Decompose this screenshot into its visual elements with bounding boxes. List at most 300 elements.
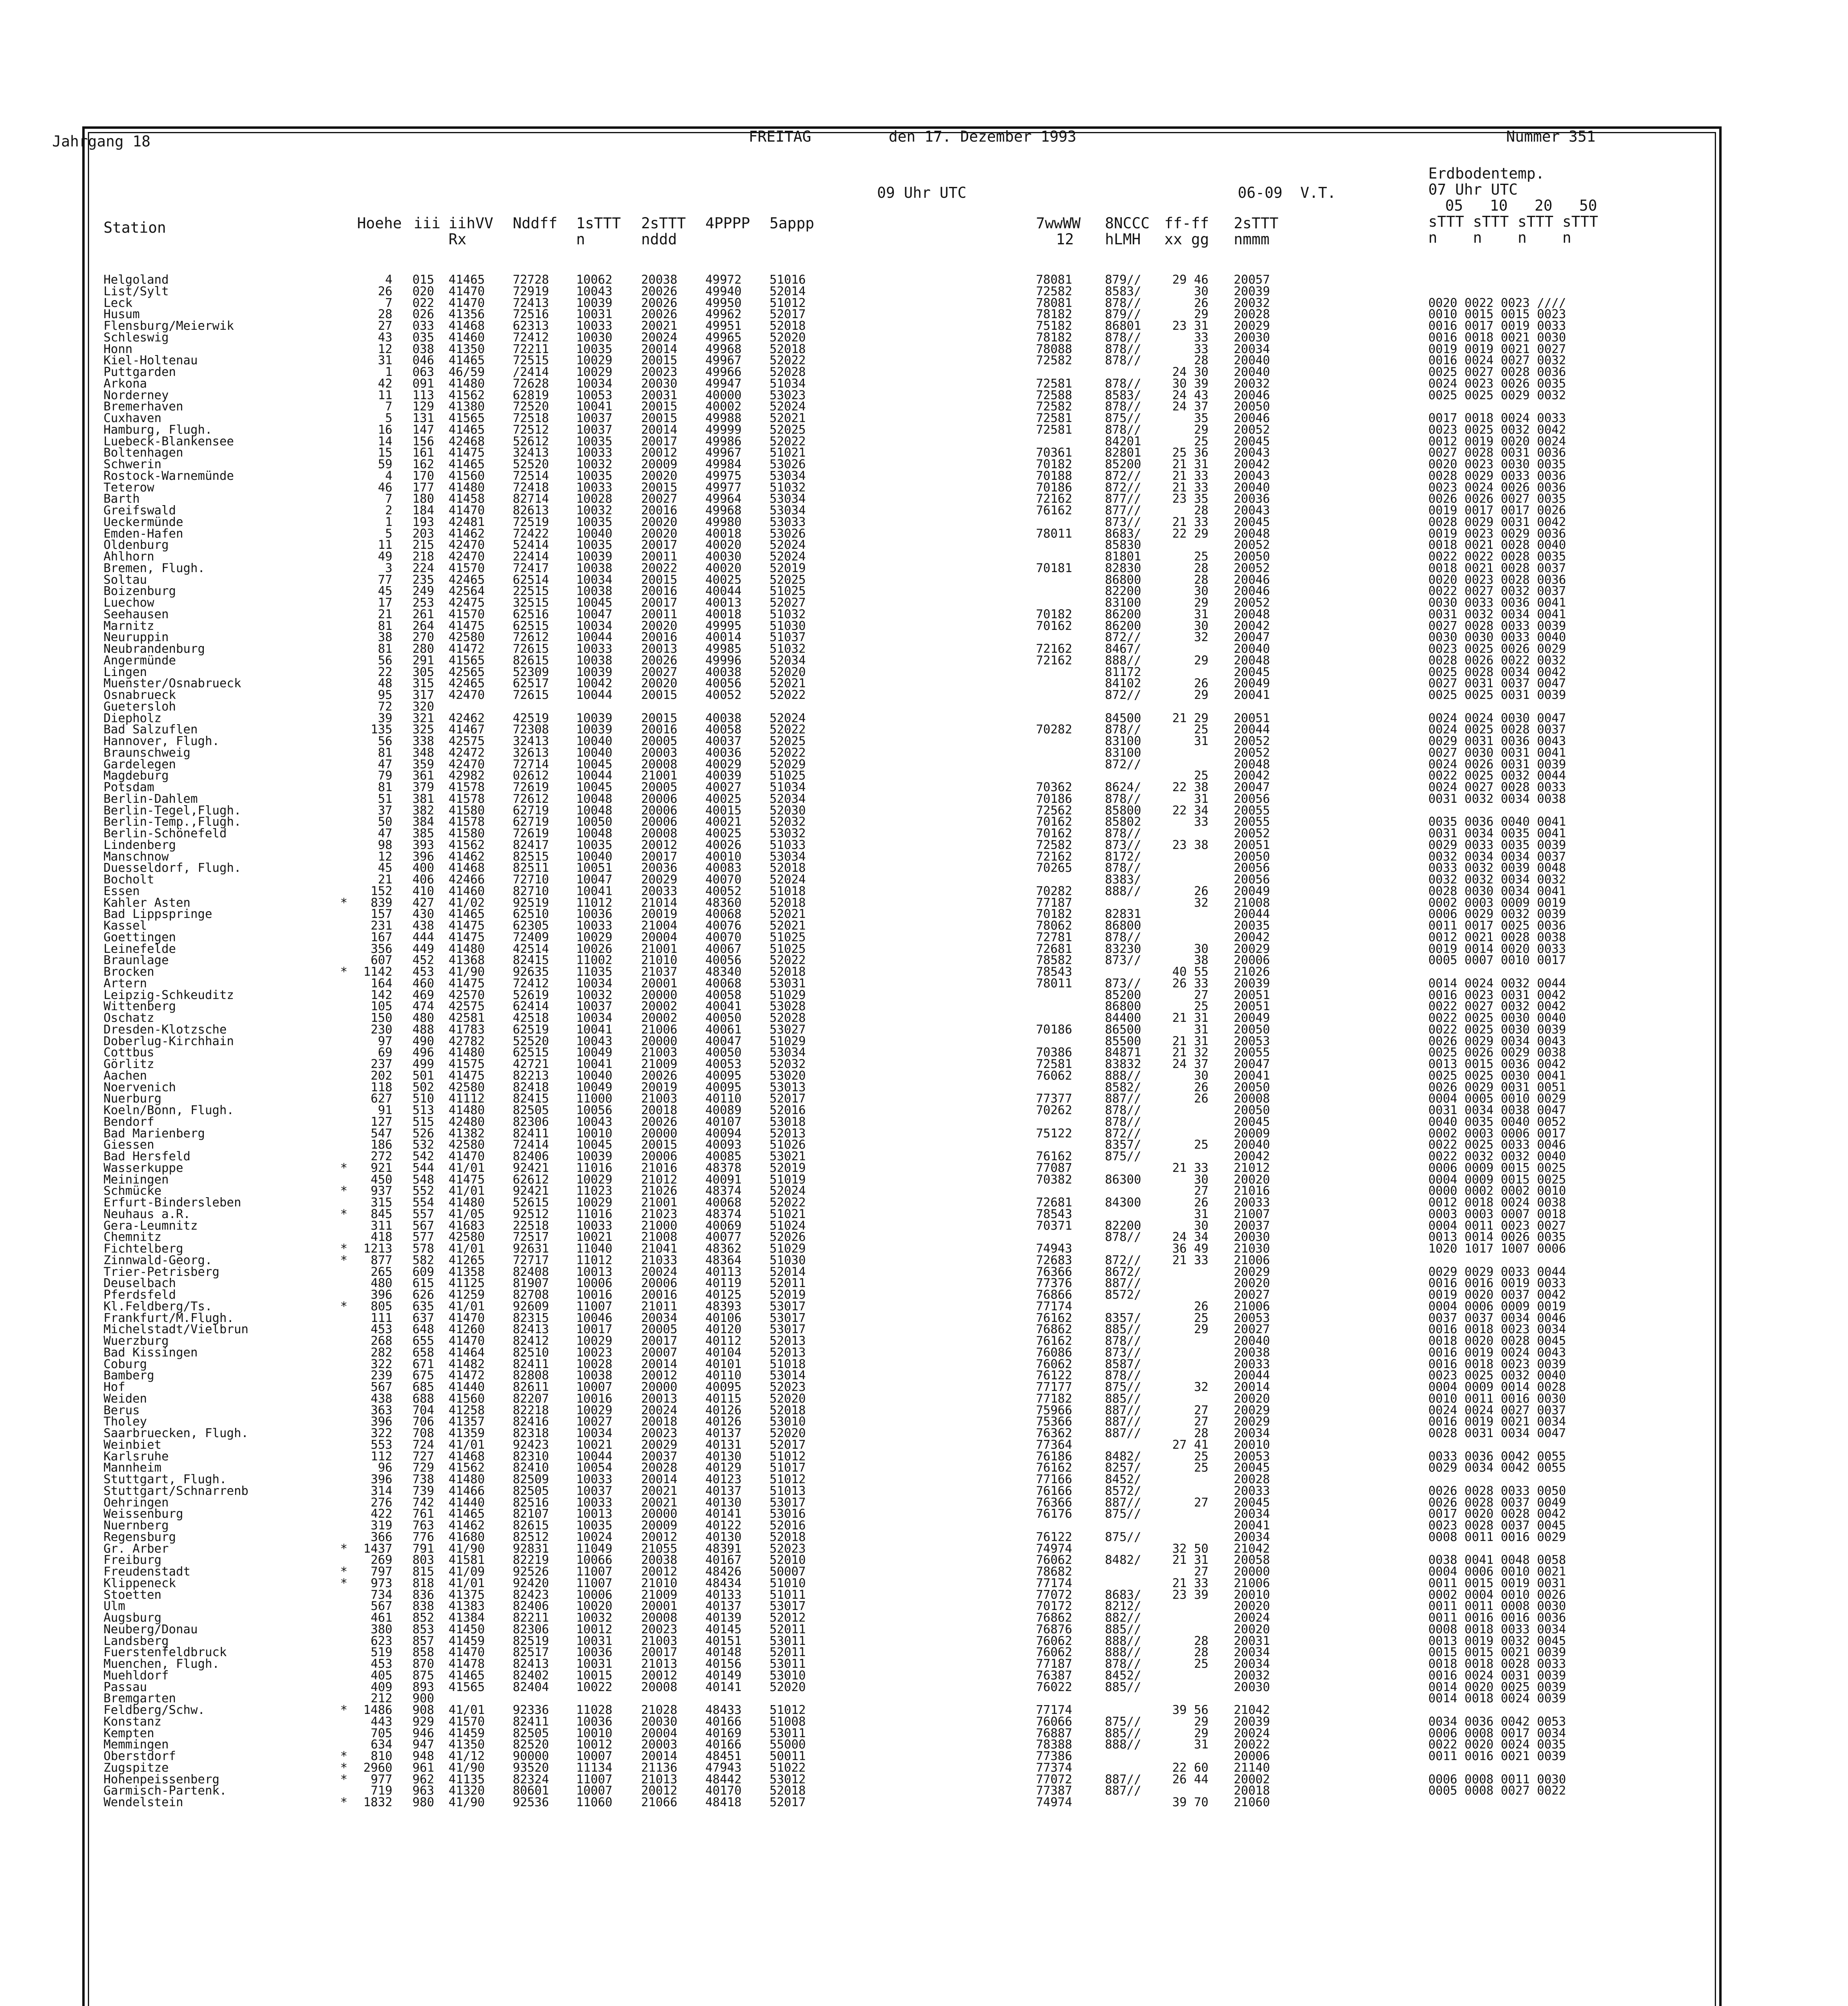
- cell-nddff: 62819: [513, 388, 549, 402]
- cell-iii: 961: [412, 1760, 435, 1775]
- cell-soil-temps: 0028 0029 0033 0036: [1428, 469, 1566, 483]
- cell-appp: 51012: [770, 1449, 806, 1464]
- cell-nccc: 8572/: [1105, 1288, 1141, 1302]
- cell-appp: 53013: [770, 1080, 806, 1094]
- cell-station-name: Puttgarden: [104, 365, 176, 379]
- cell-iii: 452: [412, 953, 435, 968]
- cell-www: 78682: [1036, 1565, 1072, 1579]
- cell-nccc: 81801: [1105, 550, 1141, 564]
- cell-sttt-vt: 20039: [1234, 284, 1270, 298]
- cell-www: 77087: [1036, 1161, 1072, 1175]
- cell-sttt1: 10048: [576, 826, 613, 841]
- cell-iihvv: 41/01: [449, 1576, 485, 1590]
- cell-sttt-vt: 20040: [1234, 365, 1270, 379]
- cell-station-name: Aachen: [104, 1068, 147, 1083]
- cell-nddff: 92421: [513, 1184, 549, 1198]
- cell-pppp: 40047: [705, 1034, 742, 1048]
- cell-nccc: 82200: [1105, 1218, 1141, 1233]
- cell-pppp: 40101: [705, 1357, 742, 1371]
- cell-nddff: 72519: [513, 515, 549, 529]
- cell-nddff: 82710: [513, 884, 549, 898]
- cell-soil-temps: 0017 0018 0024 0033: [1428, 411, 1566, 425]
- cell-hoehe: 48: [378, 676, 392, 691]
- cell-nccc: 84300: [1105, 1196, 1141, 1210]
- cell-appp: 55000: [770, 1738, 806, 1752]
- cell-pppp: 49988: [705, 411, 742, 425]
- cell-iihvv: 41/90: [449, 1760, 485, 1775]
- table-row: [0, 1486, 1685, 1497]
- cell-nddff: 62514: [513, 573, 549, 587]
- cell-soil-temps: 0022 0025 0033 0046: [1428, 1138, 1566, 1152]
- cell-hoehe: 553: [370, 1437, 392, 1452]
- cell-hoehe: 47: [378, 757, 392, 772]
- cell-www: 76162: [1036, 1311, 1072, 1325]
- cell-ff: 26: [1194, 884, 1208, 898]
- col-header-2sttt-sub: nddd: [641, 231, 677, 248]
- cell-pppp: 40038: [705, 711, 742, 725]
- cell-hoehe: 46: [378, 480, 392, 495]
- table-row: [0, 1474, 1685, 1485]
- cell-sttt1: 10033: [576, 319, 613, 333]
- cell-nddff: 92336: [513, 1703, 549, 1717]
- cell-www: 72562: [1036, 803, 1072, 818]
- cell-nddff: 82505: [513, 1484, 549, 1498]
- cell-sttt-vt: 21016: [1234, 1184, 1270, 1198]
- cell-nddff: 72515: [513, 353, 549, 368]
- cell-iii: 708: [412, 1426, 435, 1440]
- cell-sttt2: 20007: [641, 1345, 678, 1360]
- cell-sttt-vt: 21006: [1234, 1299, 1270, 1314]
- cell-www: 78011: [1036, 976, 1072, 991]
- cell-sttt1: 10029: [576, 353, 613, 368]
- cell-nddff: 82708: [513, 1288, 549, 1302]
- cell-nddff: 62515: [513, 1046, 549, 1060]
- table-row: [0, 1070, 1685, 1082]
- cell-pppp: 40095: [705, 1380, 742, 1394]
- cell-iihvv: 41/01: [449, 1437, 485, 1452]
- cell-station-name: Wendelstein: [104, 1795, 183, 1809]
- cell-hoehe: 418: [370, 1230, 392, 1245]
- cell-sttt2: 20012: [641, 838, 678, 852]
- cell-mountain-flag: *: [340, 965, 348, 979]
- cell-iihvv: 41382: [449, 1126, 485, 1141]
- cell-hoehe: 150: [370, 1011, 392, 1025]
- cell-ff: 21 33: [1172, 469, 1208, 483]
- cell-sttt-vt: 20042: [1234, 769, 1270, 783]
- cell-station-name: Bad Kissingen: [104, 1345, 198, 1360]
- cell-station-name: Ueckermünde: [104, 515, 183, 529]
- cell-pppp: 49996: [705, 653, 742, 668]
- cell-pppp: 40145: [705, 1622, 742, 1636]
- cell-nccc: 888//: [1105, 884, 1141, 898]
- cell-nddff: 72615: [513, 642, 549, 656]
- cell-sttt2: 20030: [641, 1714, 678, 1729]
- cell-hoehe: 797: [370, 1565, 392, 1579]
- cell-nddff: 82510: [513, 1345, 549, 1360]
- cell-station-name: Angermünde: [104, 653, 176, 668]
- cell-sttt-vt: 20052: [1234, 538, 1270, 552]
- cell-iii: 577: [412, 1230, 435, 1245]
- cell-iii: 739: [412, 1484, 435, 1498]
- cell-nddff: 82207: [513, 1391, 549, 1406]
- cell-pppp: 49980: [705, 515, 742, 529]
- cell-sttt-vt: 20000: [1234, 1565, 1270, 1579]
- cell-iii: 038: [412, 342, 435, 356]
- cell-soil-temps: 0033 0036 0042 0055: [1428, 1449, 1566, 1464]
- cell-iii: 325: [412, 723, 435, 737]
- cell-nccc: 8212/: [1105, 1599, 1141, 1614]
- cell-pppp: 49975: [705, 469, 742, 483]
- cell-sttt-vt: 20040: [1234, 1138, 1270, 1152]
- cell-mountain-flag: *: [340, 1703, 348, 1717]
- cell-nccc: 877//: [1105, 504, 1141, 518]
- cell-station-name: Landsberg: [104, 1634, 169, 1648]
- cell-soil-temps: 0022 0022 0028 0035: [1428, 550, 1566, 564]
- cell-iii: 438: [412, 919, 435, 933]
- cell-pppp: 49951: [705, 319, 742, 333]
- cell-iii: 962: [412, 1772, 435, 1787]
- cell-station-name: Kempten: [104, 1726, 154, 1740]
- cell-ff: 25 36: [1172, 446, 1208, 460]
- cell-nccc: 8482/: [1105, 1449, 1141, 1464]
- cell-www: 76062: [1036, 1645, 1072, 1660]
- cell-sttt1: 10027: [576, 1415, 613, 1429]
- cell-www: 72588: [1036, 388, 1072, 402]
- cell-pppp: 40170: [705, 1784, 742, 1798]
- cell-nccc: 877//: [1105, 492, 1141, 506]
- cell-sttt-vt: 21030: [1234, 1242, 1270, 1256]
- cell-sttt-vt: 20047: [1234, 1057, 1270, 1071]
- cell-www: 70186: [1036, 480, 1072, 495]
- cell-station-name: Oldenburg: [104, 538, 169, 552]
- table-row: [0, 1624, 1685, 1635]
- cell-pppp: 49962: [705, 307, 742, 322]
- cell-iihvv: 41475: [449, 619, 485, 633]
- cell-ff: 28: [1194, 1645, 1208, 1660]
- cell-nddff: 42519: [513, 711, 549, 725]
- cell-sttt1: 10038: [576, 561, 613, 575]
- cell-soil-temps: 0029 0029 0033 0044: [1428, 1265, 1566, 1279]
- cell-pppp: 48364: [705, 1253, 742, 1267]
- cell-soil-temps: 0011 0011 0008 0030: [1428, 1599, 1566, 1614]
- cell-www: 78081: [1036, 273, 1072, 287]
- cell-sttt-vt: 20036: [1234, 492, 1270, 506]
- cell-nccc: 82831: [1105, 907, 1141, 922]
- cell-station-name: Wasserkuppe: [104, 1161, 183, 1175]
- cell-appp: 52018: [770, 342, 806, 356]
- cell-iihvv: 41135: [449, 1772, 485, 1787]
- cell-pppp: 40169: [705, 1726, 742, 1740]
- cell-nddff: 72612: [513, 630, 549, 645]
- cell-ff: 21 33: [1172, 480, 1208, 495]
- cell-ff: 28: [1194, 1426, 1208, 1440]
- cell-iihvv: 41375: [449, 1588, 485, 1602]
- cell-station-name: Bad Hersfeld: [104, 1149, 191, 1163]
- cell-sttt2: 21037: [641, 965, 678, 979]
- cell-soil-temps: 0002 0004 0010 0026: [1428, 1588, 1566, 1602]
- cell-sttt-vt: 20020: [1234, 1622, 1270, 1636]
- cell-hoehe: 45: [378, 584, 392, 599]
- cell-www: 70386: [1036, 1046, 1072, 1060]
- cell-ff: 21 33: [1172, 1161, 1208, 1175]
- col-header-2sttt: 2sTTT: [641, 215, 686, 232]
- cell-nddff: 82406: [513, 1149, 549, 1163]
- cell-iii: 946: [412, 1726, 435, 1740]
- cell-nddff: 32413: [513, 446, 549, 460]
- cell-hoehe: 31: [378, 353, 392, 368]
- cell-nddff: 72516: [513, 307, 549, 322]
- cell-ff: 31: [1194, 792, 1208, 806]
- cell-appp: 52016: [770, 1519, 806, 1533]
- cell-nddff: 52612: [513, 434, 549, 449]
- cell-ff: 24 34: [1172, 1230, 1208, 1245]
- cell-nddff: 92423: [513, 1437, 549, 1452]
- cell-station-name: Schleswig: [104, 330, 169, 345]
- cell-iihvv: 41464: [449, 1345, 485, 1360]
- cell-nccc: 887//: [1105, 1772, 1141, 1787]
- cell-pppp: 49968: [705, 342, 742, 356]
- cell-iihvv: 41470: [449, 1334, 485, 1348]
- cell-appp: 51024: [770, 1218, 806, 1233]
- cell-soil-temps: 0002 0003 0006 0017: [1428, 1126, 1566, 1141]
- cell-pppp: 40044: [705, 584, 742, 599]
- cell-sttt2: 20005: [641, 780, 678, 794]
- cell-appp: 50007: [770, 1565, 806, 1579]
- cell-pppp: 48378: [705, 1161, 742, 1175]
- cell-sttt1: 10021: [576, 1437, 613, 1452]
- cell-ff: 26: [1194, 1299, 1208, 1314]
- cell-soil-temps: 0028 0031 0034 0047: [1428, 1426, 1566, 1440]
- cell-iii: 532: [412, 1138, 435, 1152]
- cell-nddff: 62414: [513, 999, 549, 1014]
- cell-hoehe: 4: [385, 273, 392, 287]
- cell-sttt1: 10016: [576, 1391, 613, 1406]
- cell-hoehe: 69: [378, 1046, 392, 1060]
- cell-pppp: 48374: [705, 1207, 742, 1221]
- cell-nccc: 872//: [1105, 688, 1141, 702]
- cell-nddff: 72728: [513, 273, 549, 287]
- cell-iihvv: 42575: [449, 999, 485, 1014]
- cell-hoehe: 11: [378, 388, 392, 402]
- cell-station-name: Bremen, Flugh.: [104, 561, 205, 575]
- cell-iihvv: 42470: [449, 550, 485, 564]
- cell-hoehe: 81: [378, 745, 392, 760]
- cell-soil-temps: 0011 0016 0016 0036: [1428, 1611, 1566, 1625]
- cell-appp: 52021: [770, 907, 806, 922]
- cell-station-name: Gera-Leumnitz: [104, 1218, 198, 1233]
- cell-appp: 52020: [770, 1426, 806, 1440]
- cell-sttt2: 20023: [641, 365, 678, 379]
- cell-pppp: 40093: [705, 1138, 742, 1152]
- cell-www: 76387: [1036, 1668, 1072, 1683]
- cell-station-name: Wuerzburg: [104, 1334, 169, 1348]
- cell-sttt1: 10021: [576, 1230, 613, 1245]
- cell-sttt2: 21026: [641, 1184, 678, 1198]
- cell-nddff: 72710: [513, 873, 549, 887]
- cell-nddff: 72714: [513, 757, 549, 772]
- cell-hoehe: 519: [370, 1645, 392, 1660]
- table-row: [0, 378, 1685, 390]
- cell-ff: 24 43: [1172, 388, 1208, 402]
- cell-sttt1: 10033: [576, 480, 613, 495]
- cell-soil-temps: 0026 0029 0031 0051: [1428, 1080, 1566, 1094]
- cell-iii: 742: [412, 1495, 435, 1510]
- cell-ff: 22 38: [1172, 780, 1208, 794]
- cell-pppp: 40130: [705, 1449, 742, 1464]
- cell-pppp: 40015: [705, 803, 742, 818]
- cell-sttt2: 20017: [641, 1334, 678, 1348]
- cell-sttt-vt: 20050: [1234, 1080, 1270, 1094]
- cell-pppp: 40141: [705, 1680, 742, 1694]
- cell-hoehe: 973: [370, 1576, 392, 1590]
- cell-iii: 900: [412, 1691, 435, 1706]
- cell-nccc: 8467/: [1105, 642, 1141, 656]
- cell-pppp: 40025: [705, 573, 742, 587]
- cell-mountain-flag: *: [340, 1795, 348, 1809]
- cell-www: 72582: [1036, 284, 1072, 298]
- cell-soil-temps: 0006 0008 0011 0030: [1428, 1772, 1566, 1787]
- cell-sttt1: 10034: [576, 376, 613, 391]
- cell-sttt1: 10033: [576, 1472, 613, 1486]
- cell-iii: 385: [412, 826, 435, 841]
- cell-nccc: 86300: [1105, 1172, 1141, 1187]
- cell-sttt2: 20005: [641, 734, 678, 748]
- cell-appp: 51021: [770, 446, 806, 460]
- cell-iii: 264: [412, 619, 435, 633]
- cell-appp: 53020: [770, 1068, 806, 1083]
- cell-pppp: 40110: [705, 1092, 742, 1106]
- cell-hoehe: 97: [378, 1034, 392, 1048]
- cell-sttt-vt: 20045: [1234, 1461, 1270, 1475]
- cell-sttt2: 20012: [641, 1668, 678, 1683]
- cell-iihvv: 41460: [449, 884, 485, 898]
- col-header-1sttt-sub: n: [576, 231, 585, 248]
- cell-www: 70262: [1036, 1103, 1072, 1117]
- cell-iii: 648: [412, 1322, 435, 1337]
- cell-sttt2: 20020: [641, 515, 678, 529]
- cell-pppp: 40123: [705, 1472, 742, 1486]
- cell-www: 77166: [1036, 1472, 1072, 1486]
- cell-hoehe: 1142: [363, 965, 392, 979]
- cell-sttt1: 10034: [576, 1426, 613, 1440]
- cell-iii: 963: [412, 1784, 435, 1798]
- cell-ff: 21 31: [1172, 1553, 1208, 1567]
- cell-appp: 51033: [770, 838, 806, 852]
- cell-hoehe: 16: [378, 422, 392, 437]
- cell-nccc: 885//: [1105, 1622, 1141, 1636]
- cell-pppp: 40070: [705, 873, 742, 887]
- cell-iii: 875: [412, 1668, 435, 1683]
- cell-www: 70371: [1036, 1218, 1072, 1233]
- cell-iihvv: 42580: [449, 1080, 485, 1094]
- cell-hoehe: 265: [370, 1265, 392, 1279]
- cell-iihvv: 41783: [449, 1022, 485, 1037]
- cell-ff: 21 33: [1172, 1253, 1208, 1267]
- cell-station-name: Augsburg: [104, 1611, 162, 1625]
- table-row: [0, 1243, 1685, 1255]
- cell-hoehe: 805: [370, 1299, 392, 1314]
- cell-iii: 552: [412, 1184, 435, 1198]
- cell-appp: 52022: [770, 745, 806, 760]
- cell-sttt1: 10037: [576, 422, 613, 437]
- cell-sttt1: 10048: [576, 803, 613, 818]
- cell-nddff: 52520: [513, 457, 549, 471]
- cell-soil-temps: 0019 0019 0021 0027: [1428, 342, 1566, 356]
- cell-appp: 52021: [770, 919, 806, 933]
- cell-nccc: 8683/: [1105, 526, 1141, 541]
- cell-sttt-vt: 20047: [1234, 780, 1270, 794]
- cell-ff: 36 49: [1172, 1242, 1208, 1256]
- cell-appp: 52024: [770, 1184, 806, 1198]
- cell-iii: 609: [412, 1265, 435, 1279]
- cell-hoehe: 268: [370, 1334, 392, 1348]
- cell-hoehe: 164: [370, 976, 392, 991]
- cell-sttt2: 21033: [641, 1253, 678, 1267]
- cell-www: 70181: [1036, 561, 1072, 575]
- cell-station-name: Tholey: [104, 1415, 147, 1429]
- cell-hoehe: 937: [370, 1184, 392, 1198]
- cell-pppp: 40085: [705, 1149, 742, 1163]
- cell-nddff: 90000: [513, 1749, 549, 1763]
- table-row: [0, 1105, 1685, 1116]
- cell-station-name: Kiel-Holtenau: [104, 353, 198, 368]
- cell-appp: 52032: [770, 815, 806, 829]
- cell-www: 78081: [1036, 296, 1072, 310]
- cell-iii: 161: [412, 446, 435, 460]
- cell-pppp: 40148: [705, 1645, 742, 1660]
- cell-pppp: 40156: [705, 1657, 742, 1671]
- col-header-4pppp: 4PPPP: [705, 215, 750, 232]
- cell-sttt2: 21008: [641, 1230, 678, 1245]
- cell-sttt2: 20006: [641, 1276, 678, 1291]
- cell-iihvv: 42575: [449, 734, 485, 748]
- cell-iii: 761: [412, 1507, 435, 1521]
- cell-station-name: Kahler Asten: [104, 895, 191, 910]
- cell-soil-temps: 0014 0018 0024 0039: [1428, 1691, 1566, 1706]
- cell-www: 76366: [1036, 1265, 1072, 1279]
- cell-iii: 315: [412, 676, 435, 691]
- table-row: [0, 1347, 1685, 1358]
- cell-soil-temps: 0006 0008 0017 0034: [1428, 1726, 1566, 1740]
- cell-nccc: 84871: [1105, 1046, 1141, 1060]
- cell-sttt-vt: 20048: [1234, 607, 1270, 621]
- cell-sttt-vt: 20020: [1234, 1599, 1270, 1614]
- cell-station-name: Schmücke: [104, 1184, 162, 1198]
- cell-sttt2: 20016: [641, 1288, 678, 1302]
- cell-sttt2: 21055: [641, 1541, 678, 1556]
- cell-www: 70188: [1036, 469, 1072, 483]
- cell-www: 72582: [1036, 838, 1072, 852]
- cell-iii: 203: [412, 526, 435, 541]
- cell-nddff: 32613: [513, 745, 549, 760]
- cell-sttt2: 21010: [641, 953, 678, 968]
- cell-pppp: 40125: [705, 1288, 742, 1302]
- cell-sttt1: 11040: [576, 1242, 613, 1256]
- cell-www: 76162: [1036, 504, 1072, 518]
- cell-appp: 51032: [770, 642, 806, 656]
- cell-soil-temps: 0029 0031 0036 0043: [1428, 734, 1566, 748]
- cell-hoehe: 186: [370, 1138, 392, 1152]
- cell-iii: 480: [412, 1011, 435, 1025]
- cell-nccc: 872//: [1105, 1126, 1141, 1141]
- cell-nddff: 82306: [513, 1115, 549, 1129]
- cell-iihvv: 41459: [449, 1726, 485, 1740]
- cell-soil-temps: 0019 0020 0037 0042: [1428, 1288, 1566, 1302]
- cell-iii: 224: [412, 561, 435, 575]
- cell-iihvv: 41380: [449, 400, 485, 414]
- cell-hoehe: 705: [370, 1726, 392, 1740]
- cell-nddff: 82324: [513, 1772, 549, 1787]
